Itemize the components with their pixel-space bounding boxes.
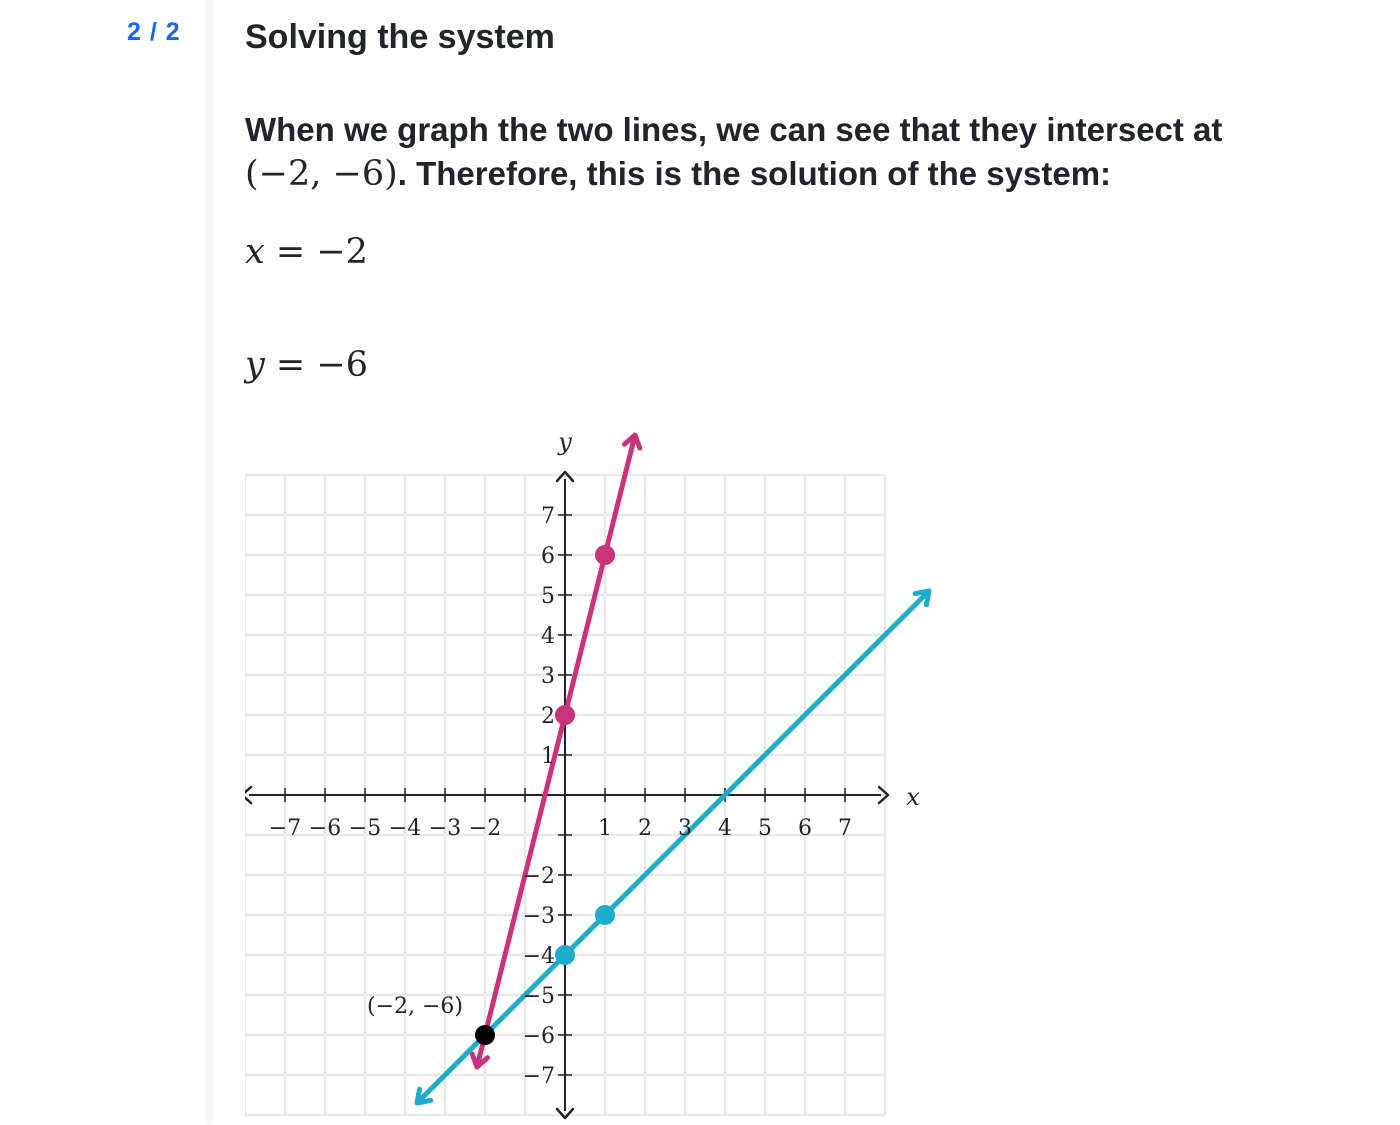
x-tick-label: −5	[348, 816, 382, 841]
x-tick-label: 7	[838, 816, 852, 841]
step-divider	[205, 0, 213, 1124]
x-tick-label: −7	[268, 816, 302, 841]
solution-x-var: x	[245, 232, 265, 272]
axes	[245, 472, 888, 1118]
x-tick-label: −6	[308, 816, 342, 841]
solution-x-equation	[245, 232, 368, 272]
x-tick-label: 3	[678, 816, 692, 841]
point-series-2	[555, 945, 575, 965]
line-series-2	[417, 591, 929, 1103]
y-tick-label: 6	[541, 544, 555, 569]
intersection-point-math: (−2, −6)	[245, 154, 398, 194]
section-title: Solving the system	[245, 18, 555, 56]
graph-lines	[417, 435, 929, 1103]
line-series-1	[477, 435, 635, 1067]
y-tick-label: −5	[522, 984, 555, 1009]
y-tick-label: −3	[522, 904, 555, 929]
y-tick-label: −6	[522, 1024, 555, 1049]
y-tick-label: −2	[522, 864, 555, 889]
explanation-conclusion: . Therefore, this is the solution of the system:	[397, 155, 1112, 192]
point-series-1	[595, 545, 615, 565]
x-tick-label: −2	[468, 816, 502, 841]
y-tick-label: 1	[541, 744, 555, 769]
step-counter: 2 / 2	[127, 18, 181, 46]
solution-y-value: = −6	[275, 345, 368, 385]
x-tick-label: 6	[798, 816, 812, 841]
x-tick-label: 4	[718, 816, 732, 841]
x-axis-label: x	[906, 783, 920, 811]
solution-y-var: y	[245, 345, 265, 385]
x-tick-label: 5	[758, 816, 772, 841]
y-tick-label: 3	[541, 664, 555, 689]
y-tick-label: 4	[541, 624, 555, 649]
point-series-1	[555, 705, 575, 725]
y-tick-label: −7	[522, 1064, 555, 1089]
explanation-paragraph	[245, 108, 1305, 196]
solution-x-value: = −2	[275, 232, 368, 272]
graph-labels	[269, 428, 920, 1089]
point-series-2	[595, 905, 615, 925]
explanation-intro: When we graph the two lines, we can see that they intersect at	[245, 111, 1223, 148]
solution-y-equation	[245, 345, 368, 385]
y-tick-label: 5	[541, 584, 555, 609]
y-axis-label: y	[558, 428, 572, 456]
x-tick-label: −3	[428, 816, 462, 841]
graph-svg	[245, 420, 965, 1120]
y-tick-label: −4	[522, 944, 555, 969]
y-tick-label: 2	[541, 704, 555, 729]
x-tick-label: 2	[638, 816, 652, 841]
x-tick-label: 1	[598, 816, 612, 841]
x-tick-label: −4	[388, 816, 422, 841]
y-tick-label: 7	[541, 504, 555, 529]
intersection-label: (−2, −6)	[366, 994, 464, 1019]
coordinate-graph	[245, 420, 965, 1125]
intersection-point	[475, 1025, 495, 1045]
